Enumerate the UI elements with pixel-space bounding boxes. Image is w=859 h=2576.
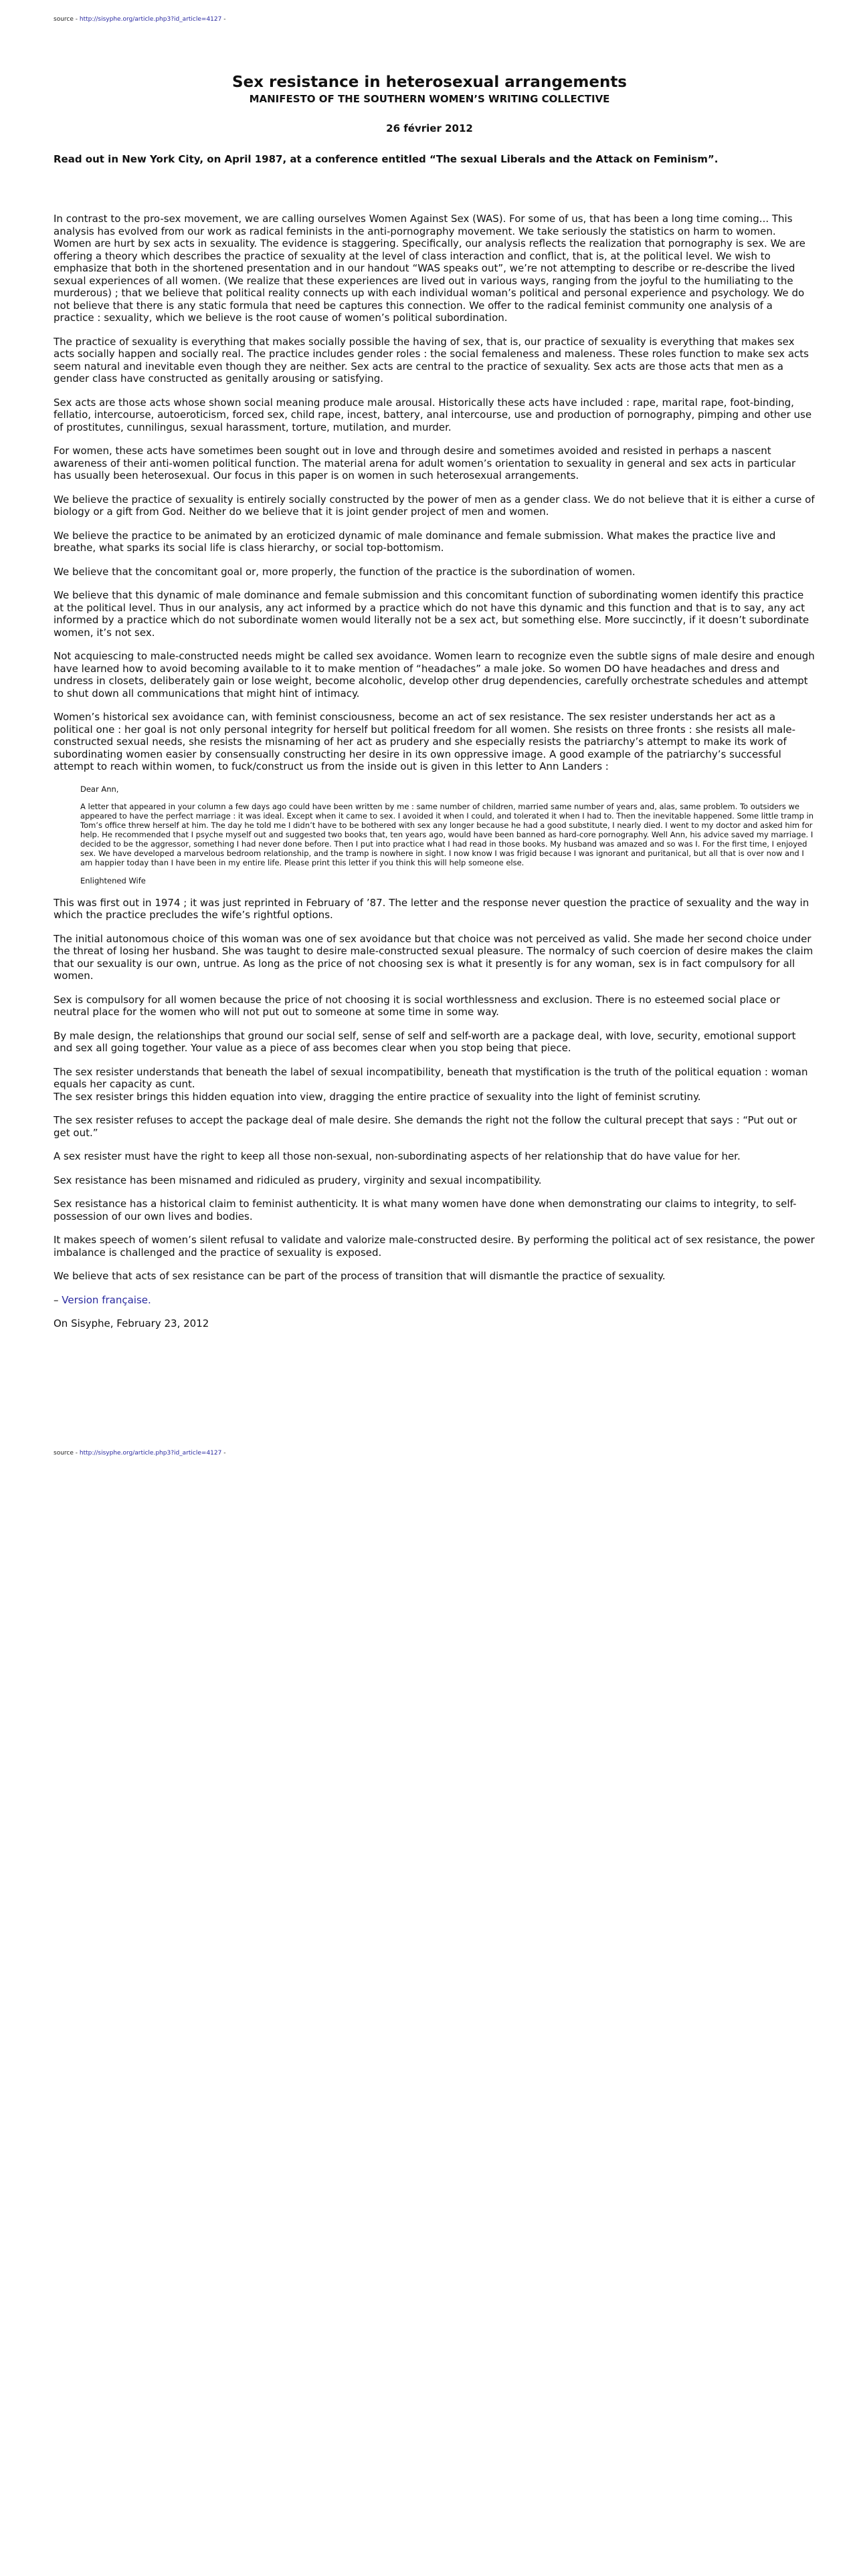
source-link[interactable]: http://sisyphe.org/article.php3?id_article=4127 — [79, 1450, 222, 1457]
intro-text: Read out in New York City, on April 1987, at a conference entitled “The sexual Liberals and the Attack on Feminism”. — [54, 153, 719, 165]
resister-line: The sex resister understands that beneath the label of sexual incompatibility, beneath that mystification is the truth of the political equation : woman equals her capacity as cunt. — [54, 1065, 808, 1090]
article-body — [54, 213, 816, 1341]
paragraph: By male design, the relationships that ground our social self, sense of self and self-worth are a package deal, with love, security, emotional support and sex all going together. Your value as a piece of ass becomes clear when you stop being that piece. — [54, 1029, 796, 1054]
letter-salutation: Dear Ann, — [80, 784, 119, 794]
paragraph: The initial autonomous choice of this woman was one of sex avoidance but that choice was not perceived as valid. She made her second choice under the threat of losing her husband. She was taught to desire male-constructed sexual pleasure. The normalcy of such coercion of desire makes the claim that our sexuality is our own, untrue. As long as the price of not choosing sex is what it presently is for any woman, sex is in fact compulsory for all women. — [54, 932, 814, 982]
letter-body: A letter that appeared in your column a few days ago could have been written by me : same number of children, married same number of years and, alas, same problem. To outsiders we appeared to have the perfect marriage : it was ideal. Except when it came to sex. I avoided it when I could, and tolerated it when I had to. Then the inevitable happened. Some little tramp in Tom’s office threw herself at him. The day he told me I didn’t have to be bothered with sex any longer because he had a good substitute, I nearly died. I went to my doctor and asked him for help. He recommended that I psyche myself out and suggested two books that, ten years ago, would have been banned as hard-core pornography. Well Ann, his advice saved my marriage. I decided to be the aggressor, something I had never done before. Then I put into practice what I had read in those books. My husband was amazed and so was I. For the first time, I enjoyed sex. We have developed a marvelous bedroom relationship, and the tramp is nowhere in sight. I now know I was frigid because I was ignorant and puritanical, but all that is over now and I am happier today than I have been in my entire life. Please print this letter if you think this will help someone else. — [80, 801, 814, 867]
source-suffix: - — [221, 16, 226, 23]
footer-line: On Sisyphe, February 23, 2012 — [54, 1317, 209, 1329]
page-subtitle: MANIFESTO OF THE SOUTHERN WOMEN’S WRITING COLLECTIVE — [249, 93, 610, 105]
paragraph: We believe that this dynamic of male dominance and female submission and this concomitant function of subordinating women identify this practice at the political level. Thus in our analysis, any act informed by a practice which do not have this dynamic and this function and that is to say, any act informed by a practice which do not subordinate women would literally not be a sex act, but something else. More succinctly, if it doesn’t subordinate women, it’s not sex. — [54, 589, 809, 639]
version-prefix: – — [54, 1293, 62, 1306]
source-line-top — [54, 16, 225, 23]
paragraph: Sex resistance has a historical claim to feminist authenticity. It is what many women have done when demonstrating our claims to integrity, to self-possession of our own lives and bodies. — [54, 1198, 797, 1222]
source-line-bottom — [54, 1450, 225, 1457]
paragraph: This was first out in 1974 ; it was just reprinted in February of ’87. The letter and the response never question the practice of sexuality and the way in which the practice precludes the wife’s rightful options. — [54, 896, 809, 921]
paragraph: For women, these acts have sometimes been sought out in love and through desire and sometimes avoided and resisted in perhaps a nascent awareness of their anti-women political function. The material arena for adult women’s orientation to sexuality in general and sex acts in particular has usually been heterosexual. Our focus in this paper is on women in such heterosexual arrangements. — [54, 445, 796, 481]
article-header — [54, 72, 805, 135]
quoted-letter — [80, 784, 816, 885]
publication-date: 26 février 2012 — [386, 122, 473, 134]
paragraph: A sex resister must have the right to keep all those non-sexual, non-subordinating aspects of her relationship that do have value for her. — [54, 1150, 741, 1162]
page-title: Sex resistance in heterosexual arrangements — [231, 74, 627, 91]
paragraph: Sex is compulsory for all women because the price of not choosing it is social worthlessness and exclusion. There is no esteemed social place or neutral place for the women who will not put out to someone at some time in some way. — [54, 993, 781, 1018]
paragraph: The practice of sexuality is everything that makes socially possible the having of sex, that is, our practice of sexuality is everything that makes sex acts socially happen and socially real. The practice includes gender roles : the social femaleness and maleness. These roles function to make sex acts seem natural and inevitable even though they are neither. Sex acts are central to the practice of sexuality. Sex acts are those acts that men as a gender class have constructed as genitally arousing or satisfying. — [54, 335, 809, 385]
source-label: source - — [54, 1450, 80, 1457]
paragraph: In contrast to the pro-sex movement, we are calling ourselves Women Against Sex (WAS). For some of us, that has been a long time coming... This analysis has evolved from our work as radical feminists in the anti-pornography movement. We take seriously the statistics on harm to women. Women are hurt by sex acts in sexuality. The evidence is staggering. Specifically, our analysis reflects the realization that pornography is sex. We are offering a theory which describes the practice of sexuality at the level of class interaction and conflict, that is, at the political level. We wish to emphasize that both in the shortened presentation and in our handout “WAS speaks out”, we’re not attempting to describe or re-describe the lived sexual experiences of all women. (We realize that these experiences are lived out in various ways, ranging from the joyful to the humiliating to the murderous) ; that we believe that political reality connects up with each individual woman’s political and personal experience and psychology. We do not believe that there is any static formula that need be captures this connection. We offer to the radical feminist community one analysis of a practice : sexuality, which we believe is the root cause of women’s political subordination. — [54, 213, 805, 324]
version-line — [54, 1294, 816, 1307]
paragraph: Sex acts are those acts whose shown social meaning produce male arousal. Historically these acts have included : rape, marital rape, foot-binding, fellatio, intercourse, autoeroticism, forced sex, child rape, incest, battery, anal intercourse, use and production of pornography, pimping and other use of prostitutes, cunnilingus, sexual harassment, torture, mutilation, and murder. — [54, 396, 812, 433]
source-link[interactable]: http://sisyphe.org/article.php3?id_article=4127 — [79, 16, 222, 23]
source-suffix: - — [221, 1450, 226, 1457]
resister-line: The sex resister brings this hidden equation into view, dragging the entire practice of sexuality into the light of feminist scrutiny. — [54, 1090, 701, 1103]
paragraph: We believe that acts of sex resistance can be part of the process of transition that will dismantle the practice of sexuality. — [54, 1270, 666, 1282]
version-francaise-link[interactable]: Version française. — [62, 1293, 151, 1306]
paragraph: We believe that the concomitant goal or, more properly, the function of the practice is the subordination of women. — [54, 565, 636, 578]
paragraph-resister — [54, 1066, 816, 1103]
paragraph: The sex resister refuses to accept the package deal of male desire. She demands the right not the follow the cultural precept that says : “Put out or get out.” — [54, 1114, 797, 1139]
paragraph: We believe the practice to be animated by an eroticized dynamic of male dominance and female submission. What makes the practice live and breathe, what sparks its social life is class hierarchy, or social top-bottomism. — [54, 529, 776, 554]
paragraph: Sex resistance has been misnamed and ridiculed as prudery, virginity and sexual incompatibility. — [54, 1174, 542, 1186]
paragraph: Not acquiescing to male-constructed needs might be called sex avoidance. Women learn to recognize even the subtle signs of male desire and enough have learned how to avoid becoming available to it to make mention of “headaches” a male joke. So women DO have headaches and dress and undress in closets, deliberately gain or lose weight, become alcoholic, develop other drug dependencies, carefully orchestrate schedules and attempt to shut down all communications that might hint of intimacy. — [54, 650, 815, 700]
letter-signature: Enlightened Wife — [80, 875, 146, 885]
paragraph: It makes speech of women’s silent refusal to validate and valorize male-constructed desire. By performing the political act of sex resistance, the power imbalance is challenged and the practice of sexuality is exposed. — [54, 1234, 815, 1259]
paragraph: Women’s historical sex avoidance can, with feminist consciousness, become an act of sex resistance. The sex resister understands her act as a political one : her goal is not only personal integrity for herself but political freedom for all women. She resists on three fronts : she resists all male-constructed sexual needs, she resists the misnaming of her act as prudery and she especially resists the patriarchy’s attempt to make its work of subordinating women easier by consensually constructing her desire in its own oppressive image. A good example of the patriarchy’s successful attempt to reach within women, to fuck/construct us from the inside out is given in this letter to Ann Landers : — [54, 711, 796, 772]
source-label: source - — [54, 16, 80, 23]
paragraph: We believe the practice of sexuality is entirely socially constructed by the power of men as a gender class. We do not believe that it is either a curse of biology or a gift from God. Neither do we believe that it is joint gender project of men and women. — [54, 493, 815, 518]
